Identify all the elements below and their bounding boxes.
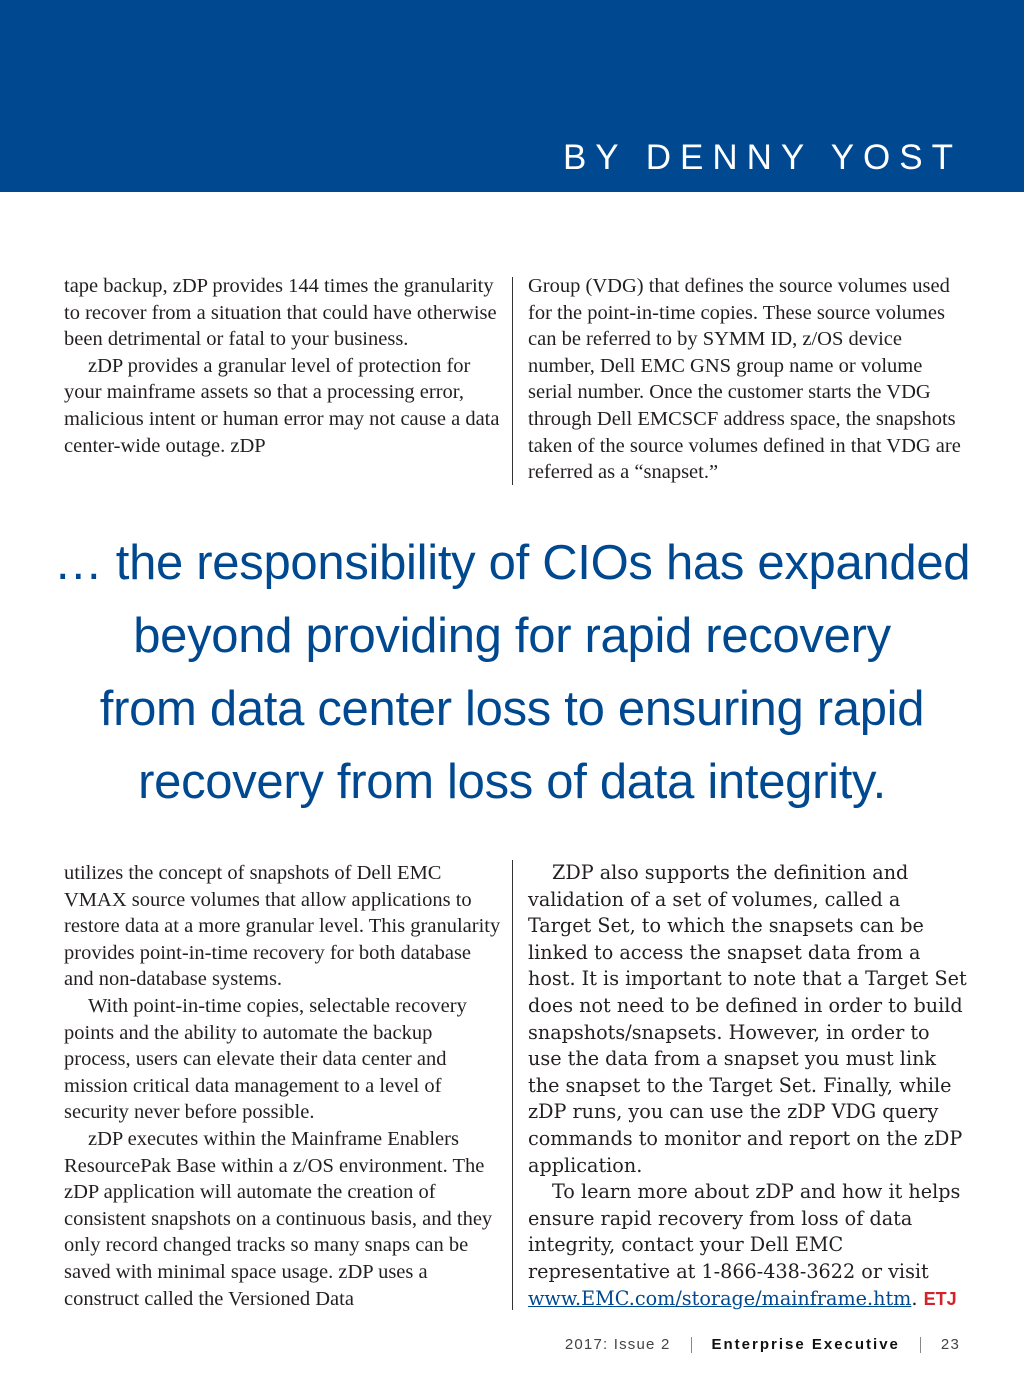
paragraph: zDP provides a granular level of protection for your mainframe assets so that a processing error, malicious intent or human error may not cause a data center-wide outage. zDP <box>64 354 500 457</box>
paragraph: Group (VDG) that defines the source volumes used for the point-in-time copies. These source volumes can be referred to by SYMM ID, z/OS device number, Dell EMC GNS group name or volume serial number. Once the customer starts the VDG through Dell EMCSCF address space, the snapshots taken of the source volumes defined in that VDG are referred as a “snapset.” <box>528 275 961 484</box>
pull-quote-line: from data center loss to ensuring rapid <box>99 682 925 736</box>
header-banner <box>0 0 1024 192</box>
page-footer <box>565 1336 960 1353</box>
column-top-left <box>64 273 504 459</box>
paragraph: tape backup, zDP provides 144 times the granularity to recover from a situation that could have otherwise been detrimental or fatal to your business. <box>64 275 497 351</box>
pull-quote-line: recovery from loss of data integrity. <box>138 755 886 809</box>
issue-label: 2017: Issue 2 <box>564 1336 671 1353</box>
column-bottom-left <box>64 860 504 1312</box>
paragraph-text: To learn more about zDP and how it helps ensure rapid recovery from loss of data integrity, contact your Dell EMC representative at 1-866-438-3622 or visit <box>528 1180 961 1283</box>
magazine-name: Enterprise Executive <box>711 1336 900 1353</box>
footer-separator <box>691 1337 692 1353</box>
mainframe-link[interactable]: www.EMC.com/storage/mainframe.htm <box>528 1286 912 1310</box>
pull-quote-line: … the responsibility of CIOs has expanded <box>53 536 971 590</box>
footer-separator <box>920 1337 921 1353</box>
column-top-right <box>528 273 968 486</box>
column-bottom-right <box>528 860 968 1312</box>
paragraph: utilizes the concept of snapshots of Dell EMC VMAX source volumes that allow applications to restore data at a more granular level. This granularity provides point-in-time recovery for both database and non-database systems. <box>64 862 501 991</box>
pull-quote-line: beyond providing for rapid recovery <box>133 609 891 663</box>
column-divider <box>512 277 513 485</box>
column-divider <box>512 860 513 1310</box>
page-number: 23 <box>940 1336 960 1353</box>
end-mark: ETJ <box>923 1288 957 1309</box>
paragraph <box>528 1179 968 1312</box>
period: . <box>911 1286 918 1310</box>
byline: BY DENNY YOST <box>562 138 962 177</box>
paragraph: zDP executes within the Mainframe Enablers ResourcePak Base within a z/OS environment. The zDP application will automate the creation of consistent snapshots on a continuous basis, and they only record changed tracks so many snaps can be saved with minimal space usage. zDP uses a construct called the Versioned Data <box>64 1127 493 1310</box>
pull-quote <box>40 527 984 819</box>
paragraph: With point-in-time copies, selectable recovery points and the ability to automate the backup process, users can elevate their data center and mission critical data management to a level of security never before possible. <box>64 994 467 1124</box>
paragraph: ZDP also supports the definition and validation of a set of volumes, called a Target Set, to which the snapsets can be linked to access the snapset data from a host. It is important to note that a Target Set does not need to be defined in order to build snapshots/snapsets. However, in order to use the data from a snapset you must link the snapset to the Target Set. Finally, while zDP runs, you can use the zDP VDG query commands to monitor and report on the zDP application. <box>528 861 967 1177</box>
